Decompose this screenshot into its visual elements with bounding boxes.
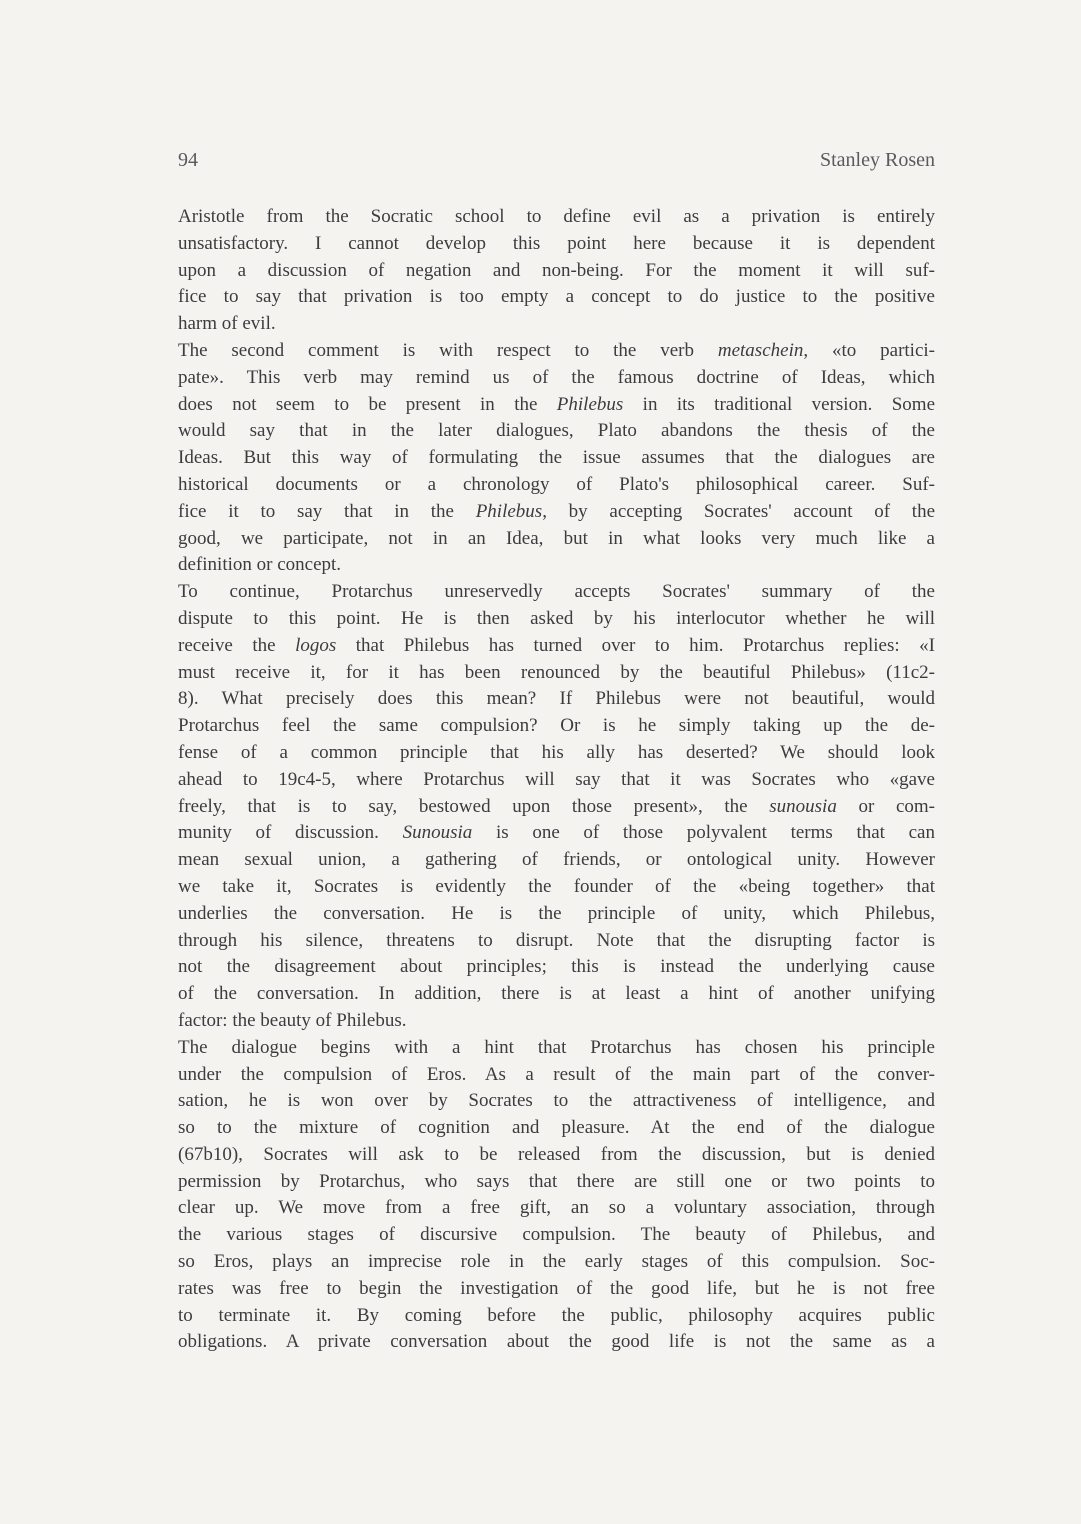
text-line: through his silence, threatens to disrupt. Note that the disrupting factor is: [178, 929, 935, 951]
text-line: receive the logos that Philebus has turned over to him. Protarchus replies: «I: [178, 634, 935, 656]
text-line: good, we participate, not in an Idea, but in what looks very much like a: [178, 527, 935, 549]
text-line: factor: the beauty of Philebus.: [178, 1009, 407, 1031]
paragraph: [178, 579, 935, 1035]
text-line: permission by Protarchus, who says that there are still one or two points to: [178, 1170, 935, 1192]
text-line: The second comment is with respect to the verb metaschein, «to partici-: [178, 339, 935, 361]
text-line: rates was free to begin the investigation of the good life, but he is not free: [178, 1277, 935, 1299]
text-line: to terminate it. By coming before the public, philosophy acquires public: [178, 1304, 935, 1326]
text-line: (67b10), Socrates will ask to be released from the discussion, but is denied: [178, 1143, 935, 1165]
text-line: dispute to this point. He is then asked by his interlocutor whether he will: [178, 607, 935, 629]
text-line: historical documents or a chronology of Plato's philosophical career. Suf-: [178, 473, 935, 495]
paragraph: [178, 338, 935, 579]
text-line: fice it to say that in the Philebus, by accepting Socrates' account of the: [178, 500, 935, 522]
text-line: sation, he is won over by Socrates to the attractiveness of intelligence, and: [178, 1090, 935, 1112]
text-line: must receive it, for it has been renounced by the beautiful Philebus» (11c2-: [178, 661, 935, 683]
text-line: we take it, Socrates is evidently the founder of the «being together» that: [178, 875, 935, 897]
text-line: harm of evil.: [178, 313, 276, 335]
text-line: under the compulsion of Eros. As a result of the main part of the conver-: [178, 1063, 935, 1085]
text-line: so to the mixture of cognition and pleasure. At the end of the dialogue: [178, 1117, 935, 1139]
text-line: definition or concept.: [178, 554, 342, 576]
text-line: mean sexual union, a gathering of friends, or ontological unity. However: [178, 849, 935, 871]
text-line: of the conversation. In addition, there is at least a hint of another unifying: [178, 983, 935, 1005]
running-header: [178, 149, 935, 172]
text-line: fice to say that privation is too empty a concept to do justice to the positive: [178, 286, 935, 308]
running-head-author: Stanley Rosen: [820, 149, 935, 171]
text-line: unsatisfactory. I cannot develop this point here because it is dependent: [178, 232, 935, 254]
text-line: obligations. A private conversation about the good life is not the same as a: [178, 1331, 935, 1353]
text-line: Protarchus feel the same compulsion? Or is he simply taking up the de-: [178, 715, 935, 737]
text-line: does not seem to be present in the Philebus in its traditional version. Some: [178, 393, 935, 415]
body-text: [178, 204, 935, 1356]
text-line: the various stages of discursive compulsion. The beauty of Philebus, and: [178, 1224, 935, 1246]
text-line: freely, that is to say, bestowed upon those present», the sunousia or com-: [178, 795, 936, 817]
text-line: fense of a common principle that his ally has deserted? We should look: [178, 741, 935, 763]
text-line: not the disagreement about principles; this is instead the underlying cause: [178, 956, 935, 978]
text-line: 8). What precisely does this mean? If Philebus were not beautiful, would: [178, 688, 935, 710]
text-line: underlies the conversation. He is the principle of unity, which Philebus,: [178, 902, 935, 924]
paragraph: [178, 204, 935, 338]
text-line: The dialogue begins with a hint that Protarchus has chosen his principle: [178, 1036, 935, 1058]
text-line: munity of discussion. Sunousia is one of those polyvalent terms that can: [178, 822, 935, 844]
text-line: so Eros, plays an imprecise role in the early stages of this compulsion. Soc-: [178, 1251, 935, 1273]
text-line: Ideas. But this way of formulating the issue assumes that the dialogues are: [178, 447, 935, 469]
page-number: 94: [178, 149, 198, 171]
text-line: clear up. We move from a free gift, an so a voluntary association, through: [178, 1197, 935, 1219]
text-line: Aristotle from the Socratic school to define evil as a privation is entirely: [178, 206, 935, 227]
text-line: pate». This verb may remind us of the famous doctrine of Ideas, which: [178, 366, 935, 388]
text-line: would say that in the later dialogues, Plato abandons the thesis of the: [178, 420, 935, 442]
text-line: To continue, Protarchus unreservedly accepts Socrates' summary of the: [178, 581, 935, 603]
text-line: upon a discussion of negation and non-being. For the moment it will suf-: [178, 259, 935, 281]
paragraph: [178, 1035, 935, 1357]
text-line: ahead to 19c4-5, where Protarchus will say that it was Socrates who «gave: [178, 768, 935, 790]
